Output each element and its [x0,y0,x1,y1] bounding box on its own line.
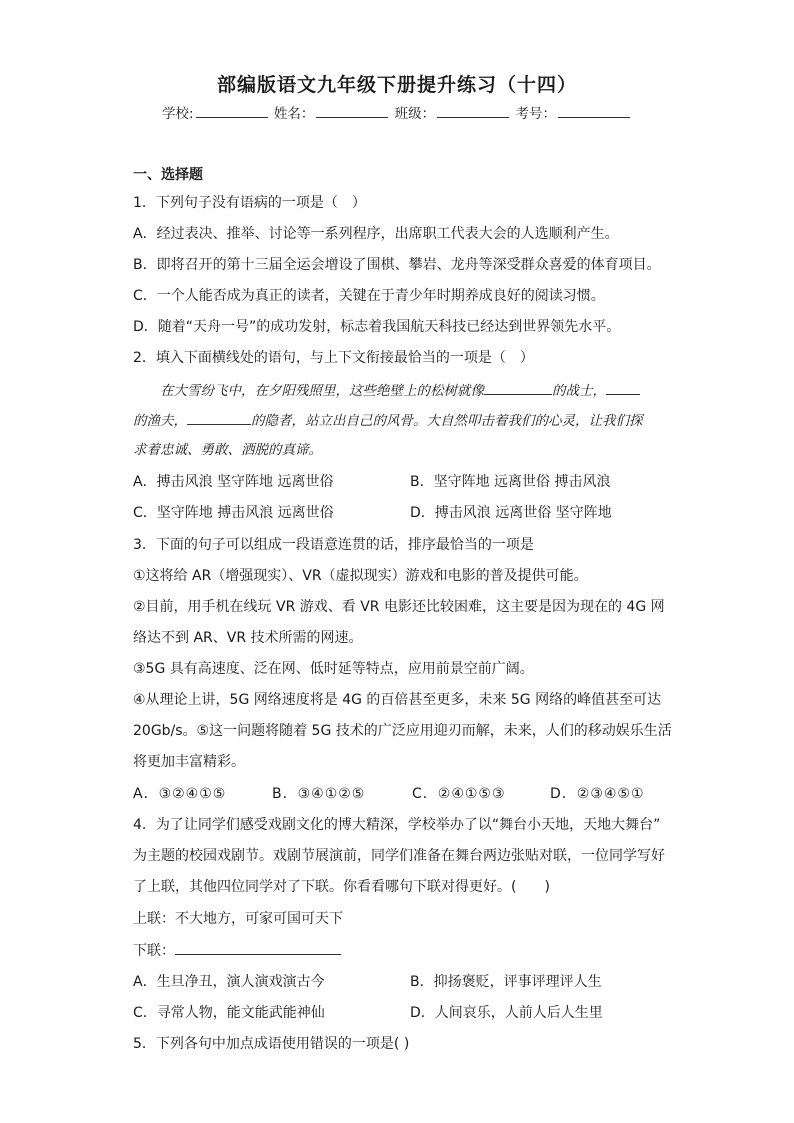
student-info-line [0,102,794,122]
class-blank [437,103,509,118]
name-label: 姓名： [273,106,315,122]
page-title: 部编版语文九年级下册提升练习（十四） [216,74,577,96]
passage-blank-2 [606,380,640,395]
question-4-option-c: C．寻常人物，能文能武能神仙 [133,1005,325,1021]
question-4-stem-line-1: 4．为了让同学们感受戏剧文化的博大精深，学校举办了以“舞台小天地，天地大舞台” [133,817,661,833]
question-2-stem: 2．填入下面横线处的语句，与上下文衔接最恰当的一项是（ ） [133,350,534,366]
school-label: 学校: [162,106,194,122]
question-3-option-d: D．②③④⑤① [550,786,645,802]
question-4-option-a: A．生旦净丑，演人演戏演古今 [133,974,325,990]
question-4-option-d: D．人间哀乐，人前人后人生里 [410,1005,603,1021]
question-1-option-c: C．一个人能否成为真正的读者，关键在于青少年时期养成良好的阅读习惯。 [133,288,605,304]
question-3-option-a: A．③②④①⑤ [133,786,227,802]
question-3-sentence-2-line-1: ②目前，用手机在线玩 VR 游戏、看 VR 电影还比较困难，这主要是因为现在的 4G 网 [133,599,665,615]
question-1-option-d: D．随着“天舟一号”的成功发射，标志着我国航天科技已经达到世界领先水平。 [133,319,621,335]
passage-blank-3 [187,410,251,425]
question-3-option-c: C．②④①⑤③ [412,786,506,802]
question-2-passage-line-1: 在大雪纷飞中，在夕阳残照里，这些绝壁上的松树就像 的战士， [160,380,640,401]
question-1-option-b: B．即将召开的第十三届全运会增设了围棋、攀岩、龙舟等深受群众喜爱的体育项目。 [133,257,661,273]
question-1-option-a: A．经过表决、推举、讨论等一系列程序，出席职工代表大会的人选顺利产生。 [133,226,619,242]
question-4-lower-couplet: 下联： [133,940,341,961]
section-heading: 一、选择题 [133,167,203,183]
question-3-option-b: B．③④①②⑤ [272,786,366,802]
question-3-sentence-3: ③5G 具有高速度、泛在网、低时延等特点，应用前景空前广阔。 [133,661,534,677]
question-2-option-c: C．坚守阵地 搏击风浪 远离世俗 [133,505,334,521]
question-3-sentence-4-line-3: 将更加丰富精彩。 [133,754,245,770]
exam-number-label: 考号： [515,106,556,122]
class-label: 班级： [394,106,436,122]
question-3-sentence-4-line-1: ④从理论上讲，5G 网络速度将是 4G 的百倍甚至更多，未来 5G 网络的峰值甚至可达 [133,692,662,708]
name-blank [316,103,388,118]
lower-couplet-blank [175,940,341,955]
question-2-option-b: B．坚守阵地 远离世俗 搏击风浪 [410,474,611,490]
question-4-upper-couplet: 上联：不大地方，可家可国可天下 [133,911,343,927]
question-1-stem: 1．下列句子没有语病的一项是（ ） [133,195,366,211]
question-2-passage-line-2: 的渔夫， 的隐者，站立出自己的风骨。大自然叩击着我们的心灵，让我们探 [133,410,643,431]
question-5-stem: 5．下列各句中加点成语使用错误的一项是( ) [133,1036,410,1052]
school-blank [196,103,268,118]
question-2-passage-line-3: 求着忠诚、勇敢、洒脱的真谛。 [133,442,322,458]
question-2-option-d: D．搏击风浪 远离世俗 坚守阵地 [410,505,612,521]
question-3-sentence-2-line-2: 络达不到 AR、VR 技术所需的网速。 [133,630,363,646]
question-3-sentence-4-line-2: 20Gb/s。⑤这一问题将随着 5G 技术的广泛应用迎刃而解，未来，人们的移动娱乐生活 [133,723,672,739]
question-4-stem-line-3: 了上联，其他四位同学对了下联。你看看哪句下联对得更好。( ) [133,879,550,895]
question-2-option-a: A．搏击风浪 坚守阵地 远离世俗 [133,474,334,490]
question-3-sentence-1: ①这将给 AR（增强现实）、VR（虚拟现实）游戏和电影的普及提供可能。 [133,568,588,584]
question-4-option-b: B．抑扬褒贬，评事评理评人生 [410,974,602,990]
question-4-stem-line-2: 为主题的校园戏剧节。戏剧节展演前，同学们准备在舞台两边张贴对联，一位同学写好 [133,848,665,864]
passage-blank-1 [484,380,552,395]
exam-number-blank [558,103,630,118]
question-3-stem: 3．下面的句子可以组成一段语意连贯的话，排序最恰当的一项是 [133,537,534,553]
